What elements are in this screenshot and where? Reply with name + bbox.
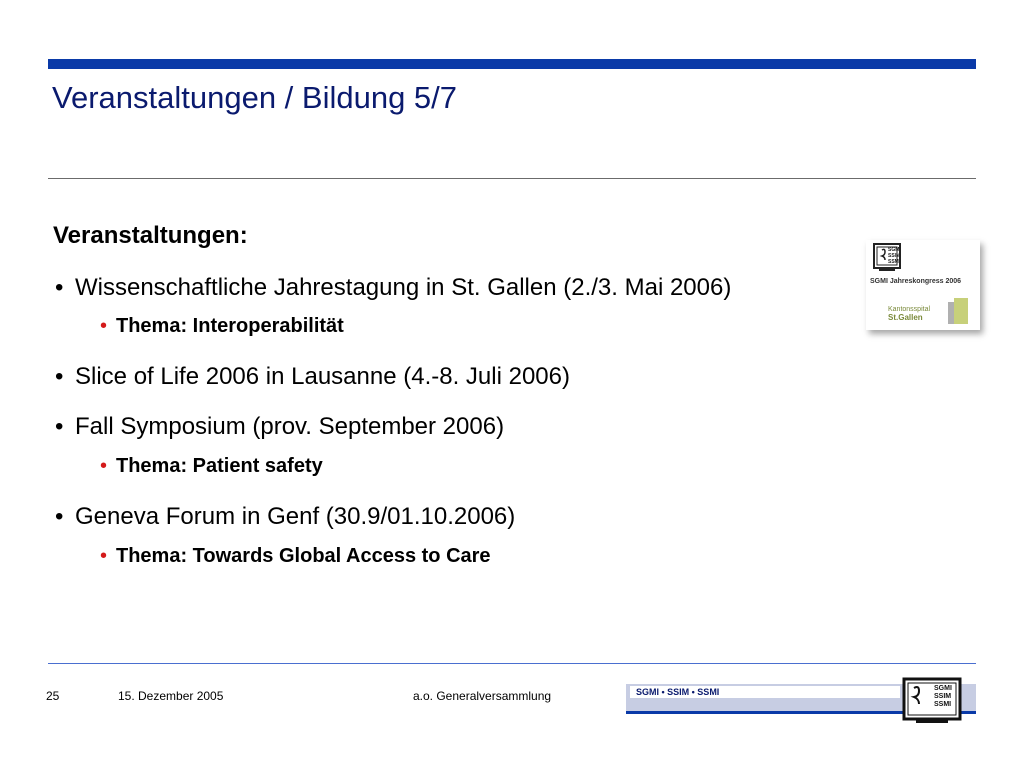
list-item-text: Slice of Life 2006 in Lausanne (4.-8. Juli 2006) [75, 363, 570, 390]
society-logo [902, 676, 974, 726]
bullet-icon: • [100, 545, 108, 567]
list-item [55, 503, 515, 531]
bullet-icon: • [55, 503, 64, 530]
bullet-icon: • [100, 455, 108, 477]
footer-banner-label: SGMI • SSIM • SSMI [630, 686, 900, 698]
bullet-icon: • [100, 315, 108, 337]
society-logo-text: SGMI SSIM SSMI [934, 685, 952, 708]
list-item-text: Geneva Forum in Genf (30.9/01.10.2006) [75, 503, 516, 530]
congress-logo-card [866, 240, 980, 330]
sub-item-text: Thema: Interoperabilität [116, 315, 344, 337]
sub-item [100, 544, 491, 568]
top-accent-bar [48, 59, 976, 69]
list-item [55, 274, 731, 302]
slide-title: Veranstaltungen / Bildung 5/7 [52, 80, 458, 115]
hospital-name: Kantonsspital St.Gallen [888, 306, 931, 322]
bullet-icon: • [55, 413, 64, 440]
list-item-text: Fall Symposium (prov. September 2006) [75, 413, 505, 440]
page-number: 25 [46, 689, 60, 703]
sub-item [100, 314, 344, 338]
bullet-icon: • [55, 363, 64, 390]
title-divider [48, 178, 976, 179]
section-heading: Veranstaltungen: [53, 222, 248, 249]
footer-date: 15. Dezember 2005 [118, 689, 224, 703]
sub-item [100, 454, 323, 478]
bullet-icon: • [55, 274, 64, 301]
sub-item-text: Thema: Towards Global Access to Care [116, 545, 491, 567]
footer-event: a.o. Generalversammlung [413, 689, 552, 703]
sub-item-text: Thema: Patient safety [116, 455, 323, 477]
footer-divider [48, 663, 976, 664]
list-item-text: Wissenschaftliche Jahrestagung in St. Gallen (2./3. Mai 2006) [75, 274, 732, 301]
congress-caption: SGMI Jahreskongress 2006 [870, 278, 962, 285]
badge-text: SGMI SSIM SSMI [888, 247, 901, 265]
list-item [55, 413, 504, 441]
list-item [55, 363, 570, 391]
